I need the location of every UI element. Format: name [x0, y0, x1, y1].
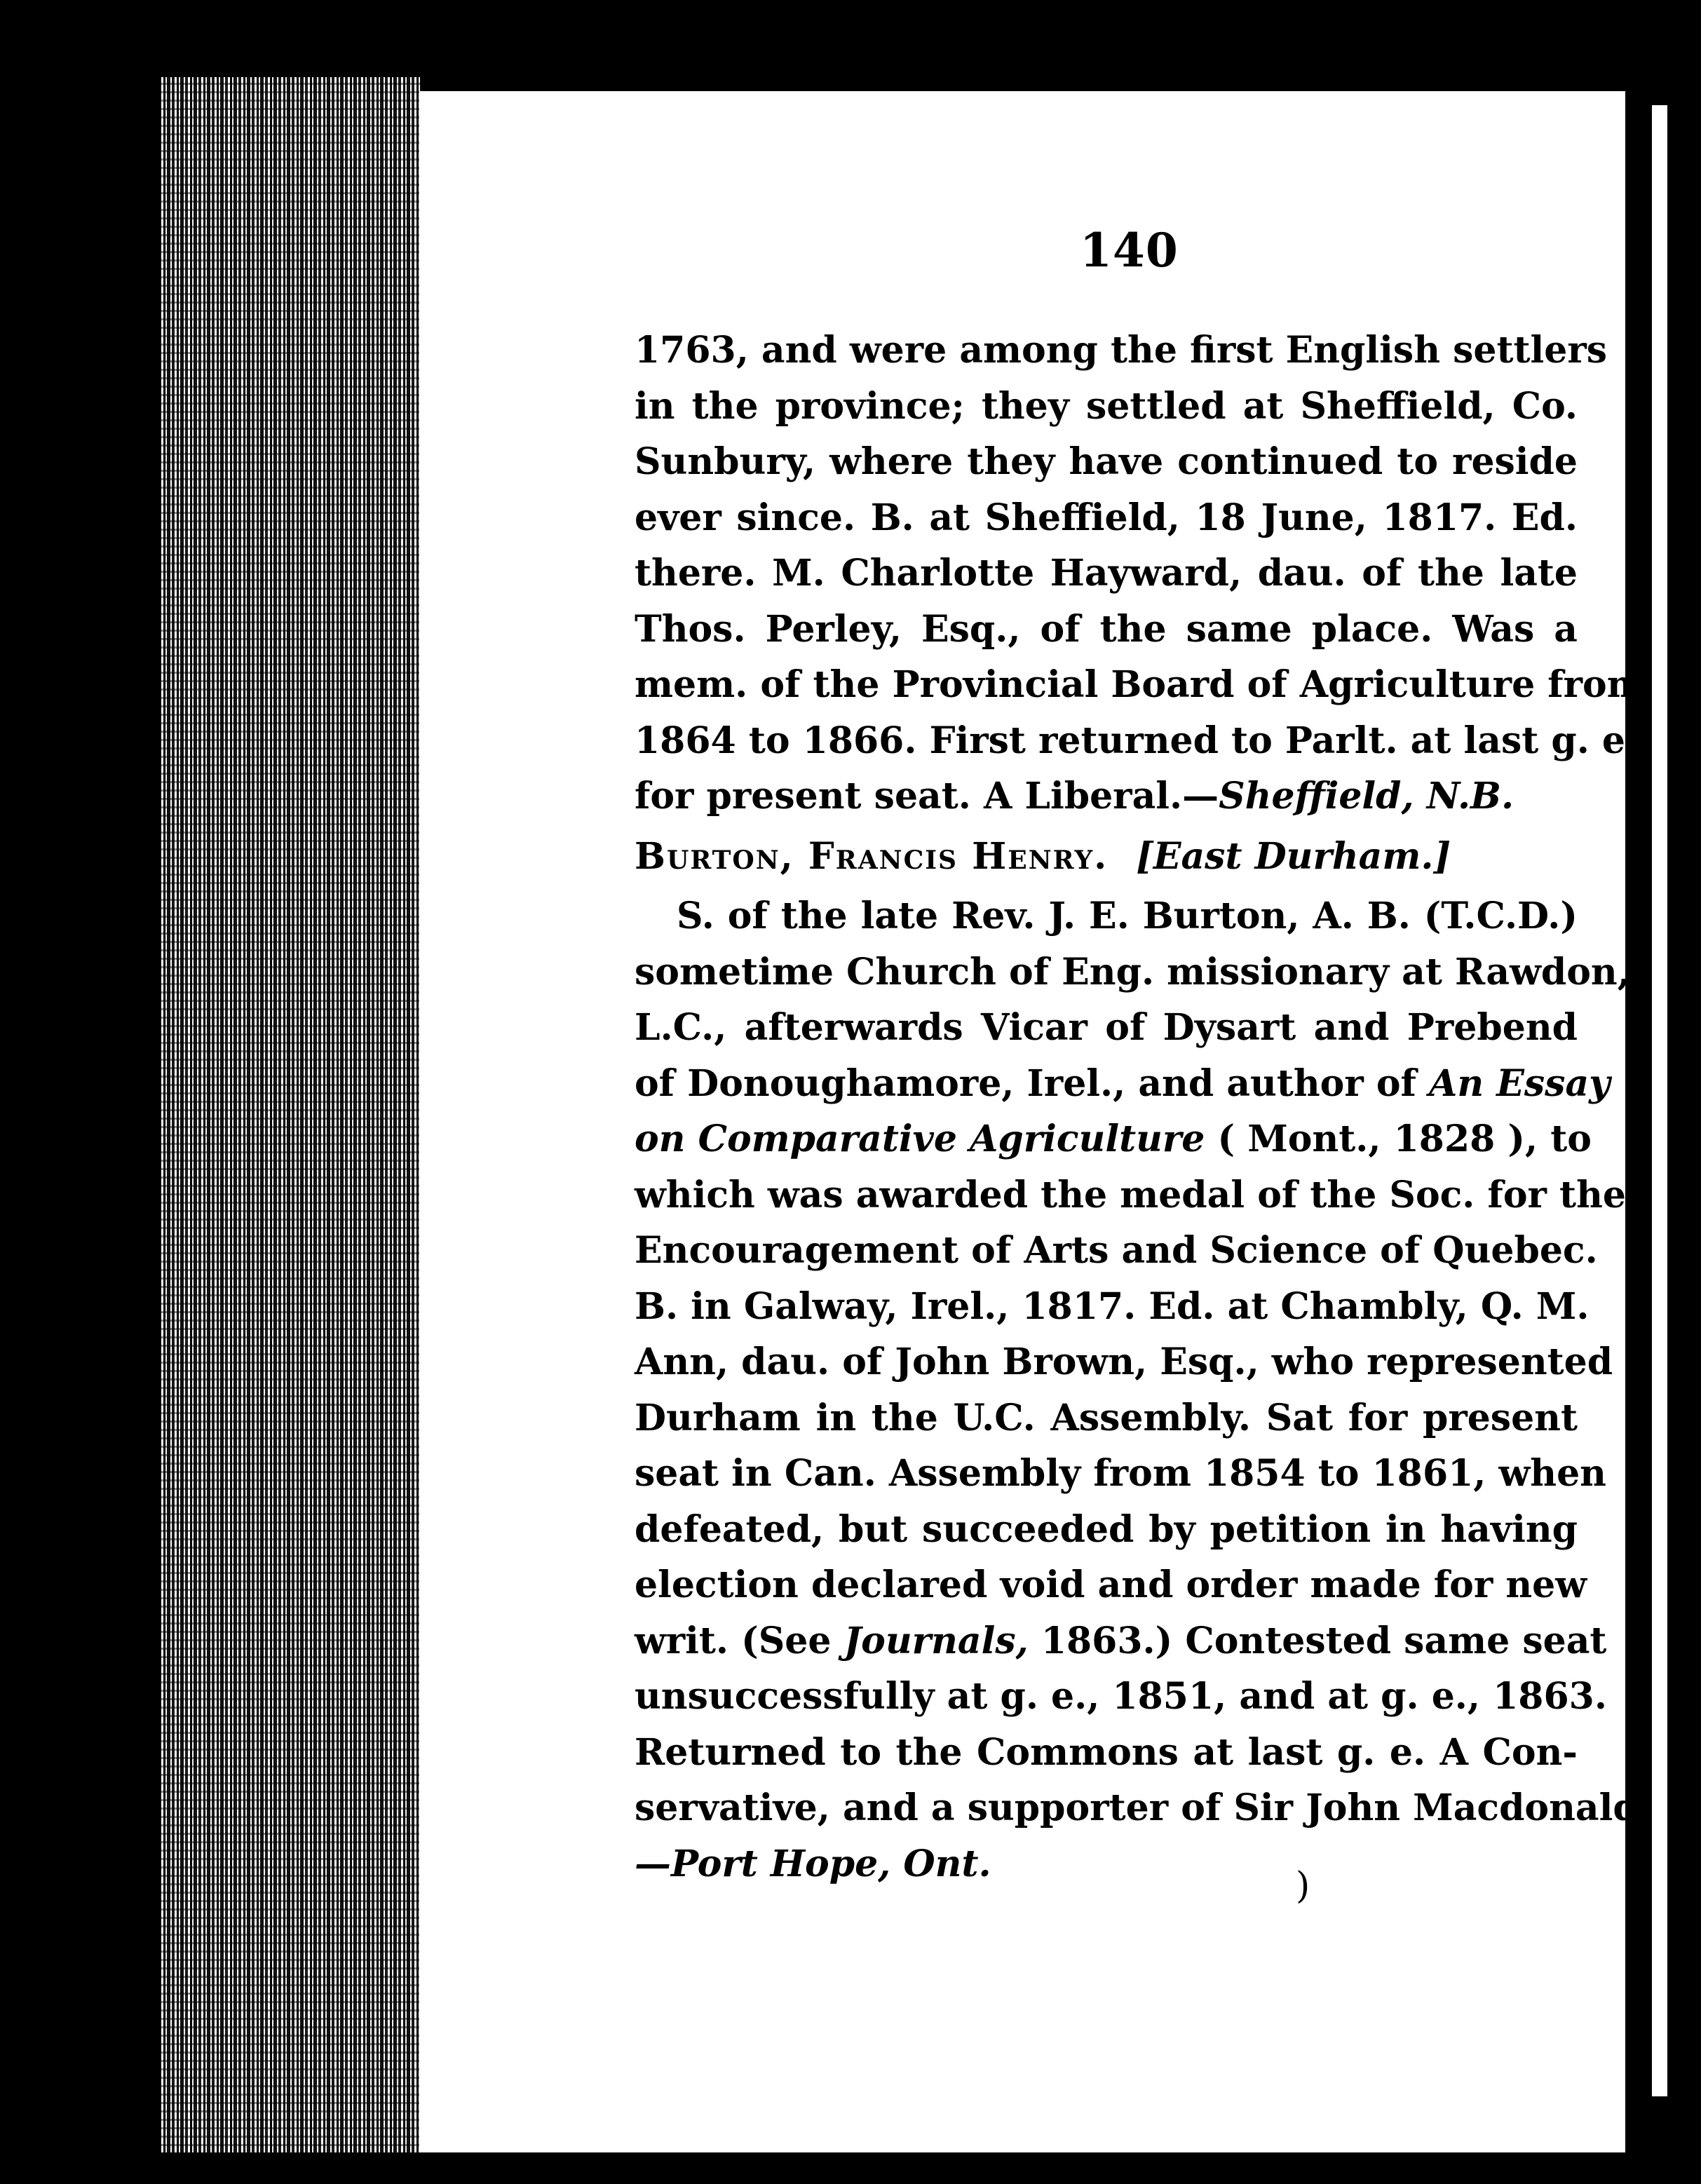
- text-line: in the province; they settled at Sheffield, Co.: [635, 384, 1578, 428]
- next-page-edge: [1652, 105, 1667, 2096]
- text-line: Encouragement of Arts and Science of Quebec.: [635, 1229, 1598, 1272]
- text-line: Durham in the U.C. Assembly. Sat for present: [635, 1396, 1578, 1439]
- text-fragment: of Donoughamore, Irel., and author of: [635, 1062, 1416, 1105]
- text-fragment: ( Mont., 1828 ), to: [1217, 1118, 1592, 1160]
- text-line: mem. of the Provincial Board of Agriculture from: [635, 663, 1646, 706]
- text-line: defeated, but succeeded by petition in having: [635, 1507, 1578, 1551]
- text-fragment: 1863.) Contested same seat: [1041, 1619, 1607, 1662]
- text-fragment: writ. (See: [635, 1619, 832, 1662]
- journal-title: Journals,: [843, 1619, 1029, 1662]
- text-line: S. of the late Rev. J. E. Burton, A. B. (T.C.D.): [677, 895, 1578, 937]
- entry-heading: [635, 829, 1578, 885]
- text-fragment: for present seat. A Liberal.—: [635, 775, 1219, 818]
- book-title: on Comparative Agriculture: [635, 1118, 1205, 1160]
- book-title: An Essay: [1429, 1062, 1611, 1105]
- text-line: 1864 to 1866. First returned to Parlt. at last g. e.: [635, 719, 1639, 762]
- text-line: [635, 1613, 1607, 1669]
- text-line: [635, 1056, 1611, 1112]
- page-number: 140: [1080, 223, 1179, 278]
- place-of-residence: Sheffield, N.B.: [1219, 775, 1514, 818]
- member-name: Burton, Francis Henry.: [635, 834, 1109, 878]
- text-line: L.C., afterwards Vicar of Dysart and Prebend: [635, 1006, 1578, 1049]
- ink-mark-icon: ): [1296, 1865, 1310, 1907]
- text-line: servative, and a supporter of Sir John Macdonald.: [635, 1786, 1651, 1829]
- book-page-edges: [161, 77, 421, 2152]
- page-text: [635, 323, 1651, 1892]
- text-line: seat in Can. Assembly from 1854 to 1861, when: [635, 1452, 1606, 1495]
- text-line: Ann, dau. of John Brown, Esq., who represented: [635, 1341, 1613, 1383]
- text-line: Thos. Perley, Esq., of the same place. Was a: [635, 607, 1578, 651]
- text-line: ever since. B. at Sheffield, 18 June, 1817. Ed.: [635, 496, 1578, 539]
- constituency: [East Durham.]: [1136, 834, 1451, 878]
- text-line: [635, 1111, 1592, 1167]
- text-line: election declared void and order made for new: [635, 1564, 1587, 1606]
- text-line: Returned to the Commons at last g. e. A Con-: [635, 1730, 1578, 1774]
- text-line: [635, 768, 1578, 825]
- text-line: unsuccessfully at g. e., 1851, and at g. e., 1863.: [635, 1675, 1607, 1718]
- text-line: sometime Church of Eng. missionary at Rawdon,: [635, 950, 1630, 993]
- text-line: which was awarded the medal of the Soc. for the: [635, 1173, 1626, 1216]
- text-line: B. in Galway, Irel., 1817. Ed. at Chambly, Q. M.: [635, 1284, 1590, 1328]
- place-of-residence: —Port Hope, Ont.: [635, 1842, 991, 1885]
- text-line: 1763, and were among the first English settlers: [635, 329, 1608, 372]
- text-line: Sunbury, where they have continued to reside: [635, 440, 1578, 483]
- text-line: [635, 1836, 1578, 1892]
- text-line: there. M. Charlotte Hayward, dau. of the late: [635, 552, 1578, 595]
